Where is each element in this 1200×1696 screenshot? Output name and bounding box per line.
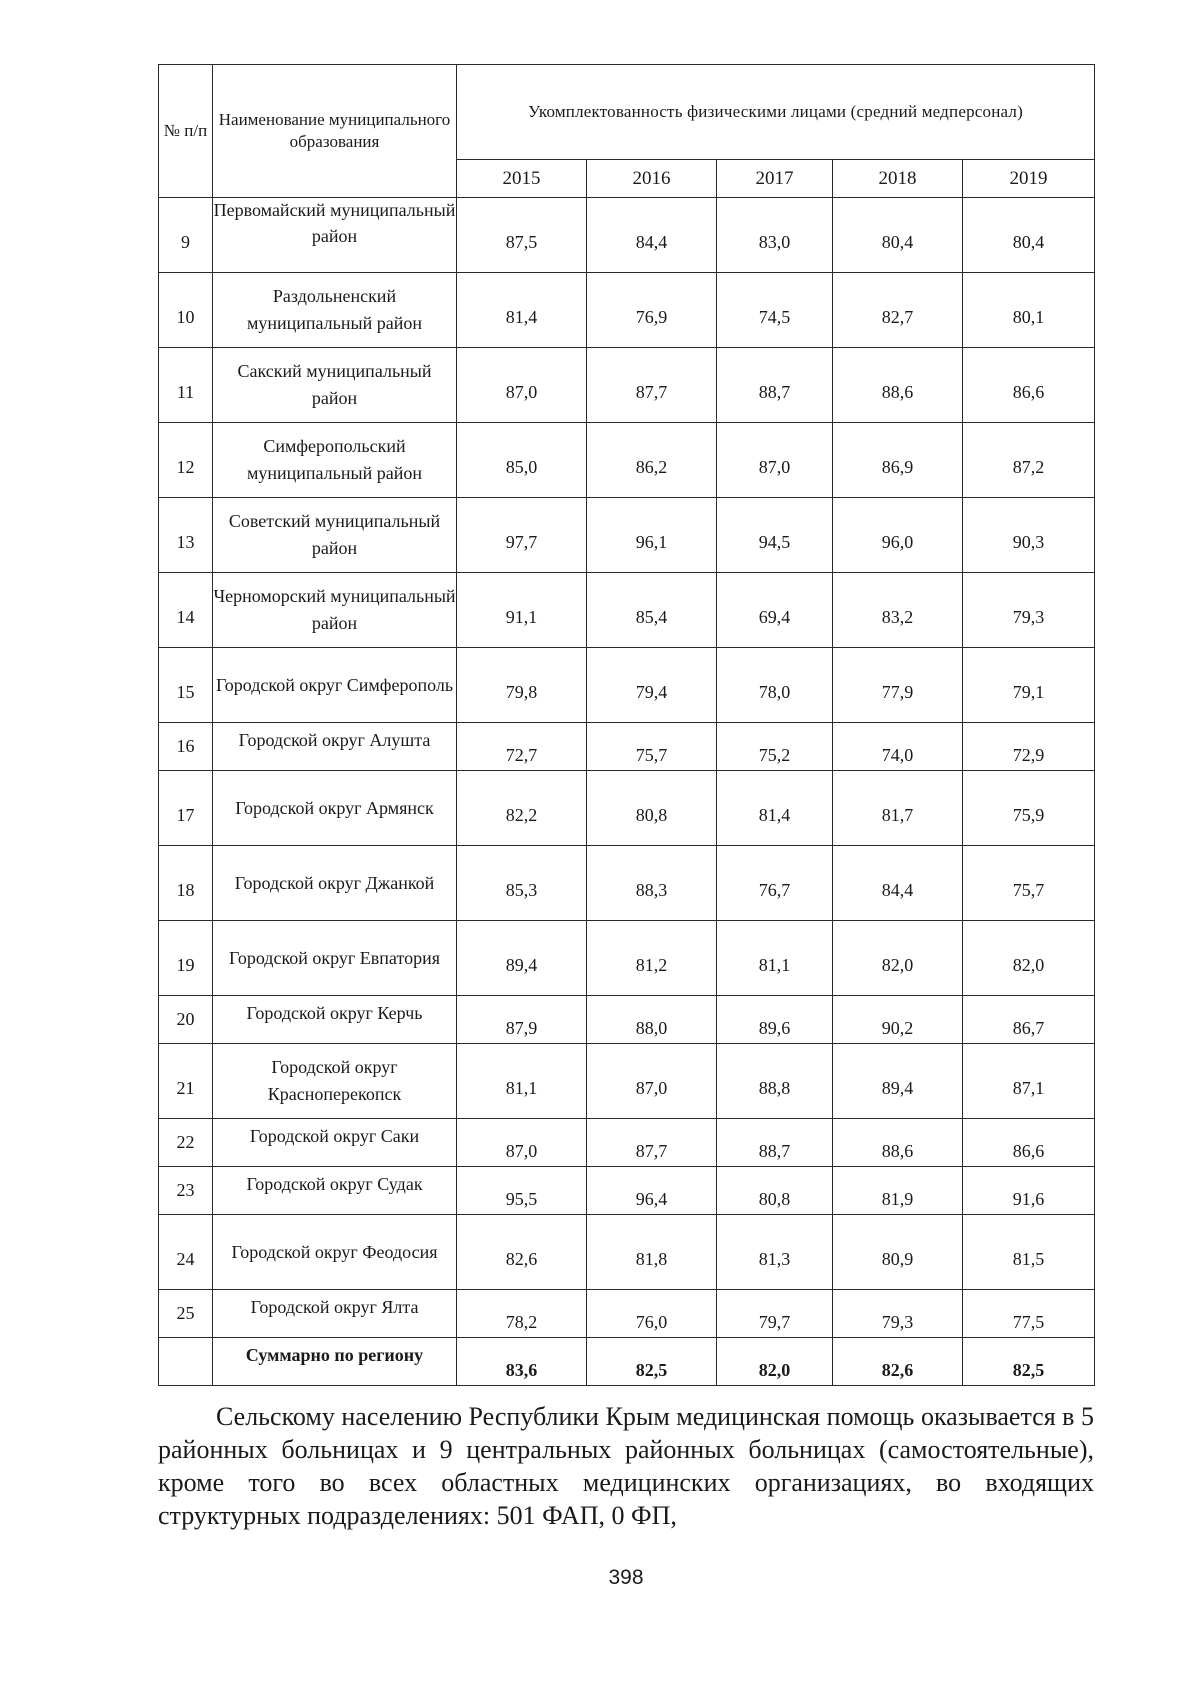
staffing-value: 81,4 — [457, 273, 587, 348]
staffing-value: 85,0 — [457, 423, 587, 498]
row-number: 12 — [159, 423, 213, 498]
body-paragraph: Сельскому населению Республики Крым медицинская помощь оказывается в 5 районных больницах и 9 центральных районных больницах (самостоятельные), кроме того во всех областных медицинских организациях, во входящих структурных подразделениях: 501 ФАП, 0 ФП, — [158, 1402, 1094, 1530]
row-number: 20 — [159, 996, 213, 1044]
staffing-value: 74,5 — [717, 273, 833, 348]
staffing-value: 86,6 — [963, 1119, 1095, 1167]
staffing-value: 91,6 — [963, 1167, 1095, 1215]
staffing-value: 82,5 — [963, 1338, 1095, 1386]
municipality-name: Городской округ Армянск — [213, 771, 457, 846]
table-row — [159, 348, 1095, 423]
staffing-value: 72,9 — [963, 723, 1095, 771]
staffing-value: 85,4 — [587, 573, 717, 648]
municipality-name: Городской округ Саки — [213, 1119, 457, 1167]
staffing-value: 69,4 — [717, 573, 833, 648]
staffing-value: 75,7 — [587, 723, 717, 771]
staffing-value: 89,4 — [833, 1044, 963, 1119]
table-row — [159, 1215, 1095, 1290]
staffing-value: 82,5 — [587, 1338, 717, 1386]
header-year: 2016 — [587, 160, 717, 198]
row-number: 10 — [159, 273, 213, 348]
table-row — [159, 846, 1095, 921]
staffing-value: 78,2 — [457, 1290, 587, 1338]
staffing-value: 82,0 — [833, 921, 963, 996]
staffing-value: 85,3 — [457, 846, 587, 921]
staffing-value: 89,6 — [717, 996, 833, 1044]
staffing-value: 80,4 — [833, 198, 963, 273]
staffing-value: 79,3 — [963, 573, 1095, 648]
row-number: 22 — [159, 1119, 213, 1167]
header-year: 2015 — [457, 160, 587, 198]
staffing-value: 81,8 — [587, 1215, 717, 1290]
staffing-value: 87,7 — [587, 348, 717, 423]
staffing-value: 80,4 — [963, 198, 1095, 273]
staffing-value: 82,0 — [963, 921, 1095, 996]
row-number: 13 — [159, 498, 213, 573]
row-number: 24 — [159, 1215, 213, 1290]
staffing-value: 88,3 — [587, 846, 717, 921]
staffing-value: 80,8 — [587, 771, 717, 846]
staffing-value: 79,7 — [717, 1290, 833, 1338]
municipality-name: Городской округ Красноперекопск — [213, 1044, 457, 1119]
staffing-value: 77,9 — [833, 648, 963, 723]
table-row — [159, 1290, 1095, 1338]
row-number: 21 — [159, 1044, 213, 1119]
table-row — [159, 1338, 1095, 1386]
staffing-value: 75,2 — [717, 723, 833, 771]
staffing-value: 95,5 — [457, 1167, 587, 1215]
table-row — [159, 273, 1095, 348]
staffing-value: 82,6 — [457, 1215, 587, 1290]
staffing-value: 86,6 — [963, 348, 1095, 423]
staffing-value: 87,0 — [457, 1119, 587, 1167]
staffing-value: 76,0 — [587, 1290, 717, 1338]
row-number: 15 — [159, 648, 213, 723]
row-number: 11 — [159, 348, 213, 423]
municipality-name: Сакский муниципальный район — [213, 348, 457, 423]
table-row — [159, 921, 1095, 996]
header-year: 2019 — [963, 160, 1095, 198]
row-number: 16 — [159, 723, 213, 771]
table-row — [159, 573, 1095, 648]
staffing-value: 87,2 — [963, 423, 1095, 498]
staffing-value: 83,6 — [457, 1338, 587, 1386]
row-number: 9 — [159, 198, 213, 273]
row-number: 25 — [159, 1290, 213, 1338]
table-row — [159, 1167, 1095, 1215]
table-row — [159, 1119, 1095, 1167]
staffing-value: 96,1 — [587, 498, 717, 573]
staffing-value: 79,3 — [833, 1290, 963, 1338]
staffing-value: 87,0 — [587, 1044, 717, 1119]
staffing-value: 72,7 — [457, 723, 587, 771]
row-number: 23 — [159, 1167, 213, 1215]
municipality-name: Городской округ Судак — [213, 1167, 457, 1215]
staffing-value: 78,0 — [717, 648, 833, 723]
municipality-name: Первомайский муниципальный район — [213, 198, 457, 273]
staffing-value: 82,0 — [717, 1338, 833, 1386]
municipality-name: Советский муниципальный район — [213, 498, 457, 573]
municipality-name: Симферопольский муниципальный район — [213, 423, 457, 498]
staffing-value: 75,9 — [963, 771, 1095, 846]
header-name: Наименование муниципального образования — [213, 65, 457, 198]
header-num: № п/п — [159, 65, 213, 198]
staffing-value: 90,3 — [963, 498, 1095, 573]
municipality-name: Городской округ Симферополь — [213, 648, 457, 723]
municipality-name: Городской округ Алушта — [213, 723, 457, 771]
municipality-name: Городской округ Евпатория — [213, 921, 457, 996]
staffing-value: 88,7 — [717, 1119, 833, 1167]
table-body — [159, 198, 1095, 1386]
header-group: Укомплектованность физическими лицами (средний медперсонал) — [457, 65, 1095, 160]
staffing-value: 88,7 — [717, 348, 833, 423]
table-row — [159, 1044, 1095, 1119]
table-row — [159, 771, 1095, 846]
staffing-value: 96,0 — [833, 498, 963, 573]
municipality-name: Суммарно по региону — [213, 1338, 457, 1386]
municipality-name: Раздольненский муниципальный район — [213, 273, 457, 348]
staffing-value: 76,7 — [717, 846, 833, 921]
staffing-value: 84,4 — [587, 198, 717, 273]
staffing-value: 81,3 — [717, 1215, 833, 1290]
staffing-value: 80,1 — [963, 273, 1095, 348]
header-year: 2018 — [833, 160, 963, 198]
table-row — [159, 723, 1095, 771]
table-row — [159, 198, 1095, 273]
staffing-value: 81,9 — [833, 1167, 963, 1215]
staffing-value: 88,0 — [587, 996, 717, 1044]
staffing-value: 81,5 — [963, 1215, 1095, 1290]
page-number: 398 — [608, 1566, 644, 1589]
municipality-name: Городской округ Джанкой — [213, 846, 457, 921]
staffing-value: 91,1 — [457, 573, 587, 648]
municipality-name: Городской округ Ялта — [213, 1290, 457, 1338]
row-number: 18 — [159, 846, 213, 921]
staffing-value: 81,4 — [717, 771, 833, 846]
table-row — [159, 498, 1095, 573]
staffing-value: 82,2 — [457, 771, 587, 846]
staffing-value: 87,9 — [457, 996, 587, 1044]
staffing-value: 81,1 — [457, 1044, 587, 1119]
staffing-value: 80,8 — [717, 1167, 833, 1215]
header-year: 2017 — [717, 160, 833, 198]
staffing-value: 87,5 — [457, 198, 587, 273]
staffing-value: 81,2 — [587, 921, 717, 996]
table-header-row — [159, 65, 1095, 160]
table-row — [159, 996, 1095, 1044]
table-row — [159, 423, 1095, 498]
municipality-name: Городской округ Керчь — [213, 996, 457, 1044]
row-number: 19 — [159, 921, 213, 996]
staffing-value: 88,6 — [833, 348, 963, 423]
staffing-value: 74,0 — [833, 723, 963, 771]
staffing-value: 97,7 — [457, 498, 587, 573]
staffing-value: 87,0 — [457, 348, 587, 423]
staffing-value: 80,9 — [833, 1215, 963, 1290]
staffing-value: 82,7 — [833, 273, 963, 348]
staffing-value: 87,1 — [963, 1044, 1095, 1119]
staffing-value: 76,9 — [587, 273, 717, 348]
staffing-value: 79,4 — [587, 648, 717, 723]
staffing-value: 86,9 — [833, 423, 963, 498]
staffing-value: 87,7 — [587, 1119, 717, 1167]
row-number: 14 — [159, 573, 213, 648]
staffing-value: 83,0 — [717, 198, 833, 273]
staffing-value: 81,7 — [833, 771, 963, 846]
staffing-value: 86,7 — [963, 996, 1095, 1044]
staffing-value: 88,6 — [833, 1119, 963, 1167]
staffing-value: 81,1 — [717, 921, 833, 996]
staffing-value: 84,4 — [833, 846, 963, 921]
staffing-value: 96,4 — [587, 1167, 717, 1215]
staffing-value: 79,8 — [457, 648, 587, 723]
staffing-value: 77,5 — [963, 1290, 1095, 1338]
staffing-value: 86,2 — [587, 423, 717, 498]
staffing-value: 88,8 — [717, 1044, 833, 1119]
municipality-name: Черноморский муниципальный район — [213, 573, 457, 648]
staffing-table — [158, 64, 1095, 1386]
staffing-value: 82,6 — [833, 1338, 963, 1386]
staffing-value: 89,4 — [457, 921, 587, 996]
staffing-value: 75,7 — [963, 846, 1095, 921]
staffing-value: 83,2 — [833, 573, 963, 648]
row-number: 17 — [159, 771, 213, 846]
staffing-value: 87,0 — [717, 423, 833, 498]
staffing-value: 79,1 — [963, 648, 1095, 723]
municipality-name: Городской округ Феодосия — [213, 1215, 457, 1290]
row-number — [159, 1338, 213, 1386]
staffing-value: 90,2 — [833, 996, 963, 1044]
staffing-value: 94,5 — [717, 498, 833, 573]
table-row — [159, 648, 1095, 723]
